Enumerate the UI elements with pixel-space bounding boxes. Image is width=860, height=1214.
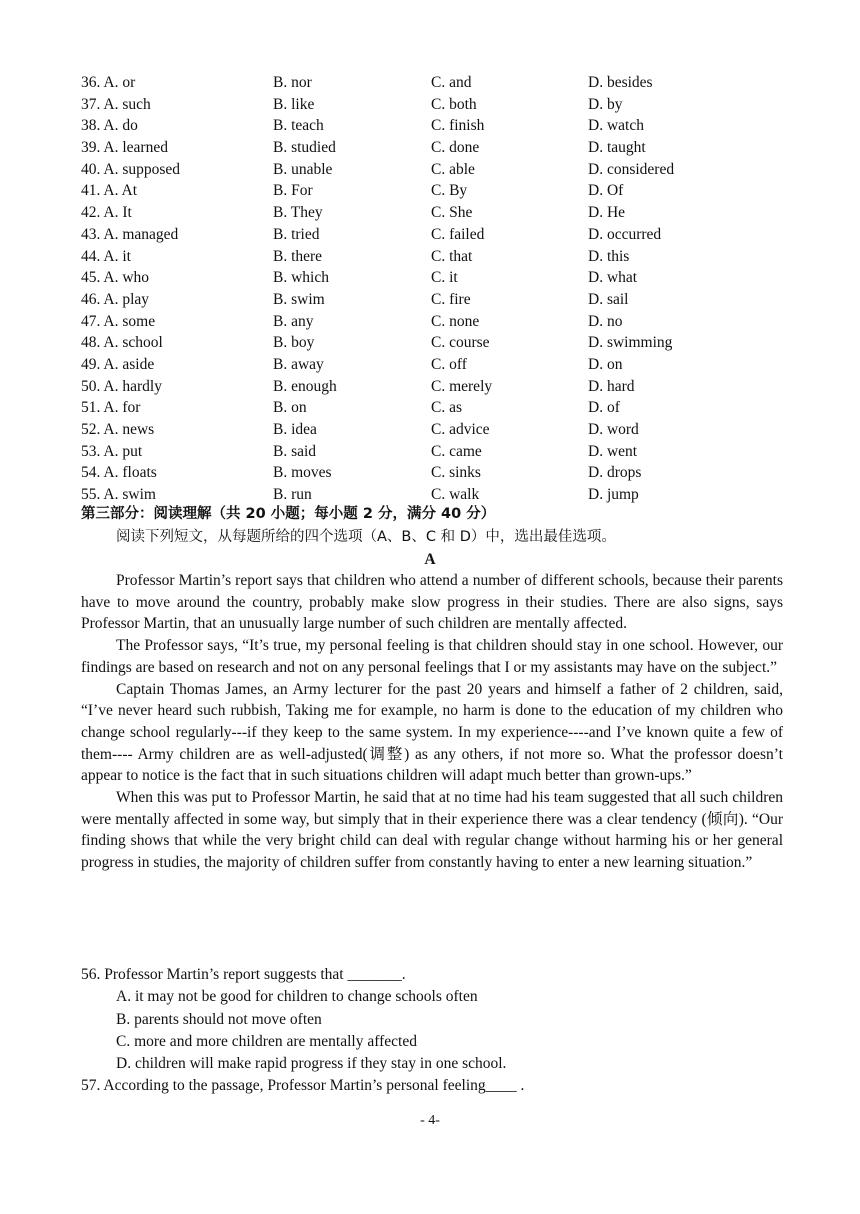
option-d: D. on — [588, 355, 623, 373]
option-b: B. They — [273, 204, 323, 222]
option-d: D. occurred — [588, 225, 662, 243]
option-d: D. what — [588, 269, 638, 287]
option-a — [81, 72, 135, 94]
option-text: A. It — [103, 204, 132, 222]
option-b: B. idea — [273, 421, 317, 438]
option-a — [81, 484, 156, 506]
question-number: 41. — [81, 182, 101, 200]
option-text: A. hardly — [103, 377, 162, 395]
option-d: D. of — [588, 399, 620, 417]
option-c: C. that — [431, 247, 473, 265]
option-c: C. came — [431, 442, 482, 460]
option-row — [81, 441, 781, 463]
option-c: C. none — [431, 312, 480, 330]
option-text: A. managed — [103, 225, 179, 243]
option-b: B. which — [273, 269, 329, 287]
option-row — [81, 376, 781, 398]
option-d: D. went — [588, 442, 638, 460]
option-a — [81, 462, 157, 484]
option-text: A. floats — [103, 464, 157, 482]
option-row — [81, 246, 781, 268]
option-a — [81, 311, 155, 333]
option-a — [81, 376, 162, 398]
option-text: A. At — [103, 182, 137, 200]
option-d: D. taught — [588, 139, 646, 157]
option-a — [81, 354, 154, 376]
question-number: 46. — [81, 290, 101, 308]
question-choice: D. children will make rapid progress if they stay in one school. — [116, 1055, 507, 1073]
option-row — [81, 332, 781, 354]
option-row — [81, 137, 781, 159]
option-a — [81, 224, 178, 246]
question-number: 38. — [81, 117, 101, 135]
option-row — [81, 202, 781, 224]
option-c: C. as — [431, 399, 462, 417]
page-number: - 4- — [420, 1113, 440, 1128]
option-row — [81, 484, 781, 506]
option-b: B. there — [273, 247, 323, 265]
option-c: C. failed — [431, 225, 485, 243]
passage-label: A — [424, 551, 436, 568]
option-b: B. For — [273, 182, 313, 200]
option-d: D. watch — [588, 117, 644, 135]
option-b: B. tried — [273, 225, 320, 243]
option-text: A. school — [103, 334, 163, 352]
option-d: D. jump — [588, 486, 639, 504]
option-a — [81, 159, 180, 181]
question-57 — [81, 1075, 783, 1097]
passage-paragraph: Professor Martin’s report says that children who attend a number of different schools, because their parents have to move around the country, probably make slow progress in their studies. There are also signs, says Professor Martin, that an unusually large number of such children are mentally affected. — [81, 572, 783, 633]
option-c: C. it — [431, 269, 458, 287]
option-b: B. studied — [273, 139, 336, 157]
option-row — [81, 289, 781, 311]
option-c: C. advice — [431, 421, 490, 438]
option-text: A. for — [103, 399, 141, 417]
passage-paragraph: When this was put to Professor Martin, he said that at no time had his team suggested that all such children were mentally affected in some way, but simply that in their experience there was a clear tendency (倾向). “Our finding shows that while the very bright child can deal with regular change without harming his or her general progress in studies, the majority of children suffer from constantly having to enter a new learning situation.” — [81, 789, 783, 872]
option-row — [81, 72, 781, 94]
question-number: 54. — [81, 464, 101, 482]
option-c: C. fire — [431, 290, 471, 308]
cloze-options — [81, 72, 781, 506]
option-a — [81, 246, 131, 268]
question-number: 47. — [81, 312, 101, 330]
option-d: D. hard — [588, 377, 635, 395]
question-number: 40. — [81, 160, 101, 178]
option-c: C. both — [431, 95, 477, 113]
passage-paragraph: Captain Thomas James, an Army lecturer for the past 20 years and himself a father of 2 children, said, “I’ve never heard such rubbish, Taking me for example, no harm is done to the education of my children who change school regularly---if they keep to the same system. In my experience----and I’ve known quite a few of them---- Army children are as well-adjusted(调整) as any others, if not more so. What the professor doesn’t appear to notice is the fact that in such situations children will adapt much better than grown-ups.” — [81, 680, 783, 785]
option-d: D. sail — [588, 290, 629, 308]
question-number: 55. — [81, 486, 101, 504]
option-b: B. away — [273, 355, 324, 373]
question-stem: 56. Professor Martin’s report suggests that _______. — [81, 966, 406, 983]
option-a — [81, 115, 138, 137]
question-number: 36. — [81, 74, 101, 91]
option-row — [81, 311, 781, 333]
question-number: 39. — [81, 139, 101, 157]
option-text: A. learned — [103, 139, 168, 157]
option-d: D. besides — [588, 74, 653, 91]
option-d: D. He — [588, 204, 626, 222]
option-b: B. any — [273, 312, 314, 330]
option-a — [81, 289, 149, 311]
option-row — [81, 224, 781, 246]
option-a — [81, 397, 140, 419]
option-text: A. play — [103, 290, 150, 308]
option-c: C. She — [431, 204, 473, 222]
option-d: D. considered — [588, 160, 675, 178]
question-number: 37. — [81, 95, 101, 113]
option-c: C. off — [431, 355, 467, 373]
option-row — [81, 397, 781, 419]
question-number: 42. — [81, 204, 101, 222]
option-d: D. swimming — [588, 334, 673, 352]
question-number: 45. — [81, 269, 101, 287]
option-c: C. done — [431, 139, 480, 157]
option-text: A. supposed — [103, 160, 181, 178]
option-b: B. run — [273, 486, 312, 504]
option-d: D. drops — [588, 464, 642, 482]
option-d: D. by — [588, 95, 623, 113]
passage-paragraph: The Professor says, “It’s true, my personal feeling is that children should stay in one school. However, our findings are based on research and not on any personal feelings that I or my assistants may have on the subject.” — [81, 637, 783, 676]
option-b: B. teach — [273, 117, 324, 135]
option-text: A. such — [103, 95, 151, 113]
option-a — [81, 332, 163, 354]
option-row — [81, 115, 781, 137]
option-c: C. sinks — [431, 464, 481, 482]
option-text: A. or — [103, 74, 136, 91]
option-a — [81, 441, 142, 463]
question-56 — [81, 964, 783, 1075]
option-text: A. some — [103, 312, 156, 330]
option-b: B. like — [273, 95, 315, 113]
question-stem: 57. According to the passage, Professor Martin’s personal feeling____ . — [81, 1077, 525, 1094]
option-text: A. news — [103, 421, 155, 438]
option-a — [81, 180, 137, 202]
option-text: A. put — [103, 442, 143, 460]
question-choice: B. parents should not move often — [116, 1010, 322, 1028]
option-a — [81, 94, 151, 116]
option-a — [81, 137, 168, 159]
option-b: B. boy — [273, 334, 315, 352]
option-text: A. swim — [103, 486, 156, 504]
option-b: B. enough — [273, 377, 337, 395]
option-d: D. word — [588, 421, 639, 438]
option-text: A. do — [103, 117, 138, 135]
question-number: 49. — [81, 355, 101, 373]
question-number: 50. — [81, 377, 101, 395]
question-number: 52. — [81, 421, 101, 438]
section-title: 第三部分：阅读理解（共 20 小题；每小题 2 分，满分 40 分） — [81, 506, 496, 522]
option-d: D. this — [588, 247, 630, 265]
option-row — [81, 94, 781, 116]
option-d: D. Of — [588, 182, 624, 200]
passage-body — [81, 570, 783, 874]
option-text: A. it — [103, 247, 131, 265]
option-a — [81, 267, 149, 289]
option-c: C. course — [431, 334, 490, 352]
option-b: B. said — [273, 442, 317, 460]
option-b: B. swim — [273, 290, 325, 308]
option-a — [81, 202, 132, 224]
option-b: B. on — [273, 399, 307, 417]
question-number: 53. — [81, 442, 101, 460]
question-number: 48. — [81, 334, 101, 352]
option-row — [81, 180, 781, 202]
option-row — [81, 354, 781, 376]
option-c: C. able — [431, 160, 475, 178]
question-number: 44. — [81, 247, 101, 265]
question-choice: C. more and more children are mentally affected — [116, 1032, 417, 1050]
section-instruction: 阅读下列短文，从每题所给的四个选项（A、B、C 和 D）中，选出最佳选项。 — [116, 529, 616, 545]
option-d: D. no — [588, 312, 623, 330]
option-row — [81, 462, 781, 484]
question-number: 43. — [81, 225, 101, 243]
option-row — [81, 419, 781, 441]
option-row — [81, 267, 781, 289]
question-number: 51. — [81, 399, 101, 417]
option-b: B. unable — [273, 160, 333, 178]
option-c: C. and — [431, 74, 472, 91]
question-choice: A. it may not be good for children to change schools often — [116, 988, 478, 1006]
option-row — [81, 159, 781, 181]
option-c: C. merely — [431, 377, 493, 395]
option-text: A. who — [103, 269, 150, 287]
option-b: B. moves — [273, 464, 332, 482]
option-b: B. nor — [273, 74, 312, 91]
option-text: A. aside — [103, 355, 155, 373]
option-c: C. walk — [431, 486, 480, 504]
option-c: C. By — [431, 182, 468, 200]
option-c: C. finish — [431, 117, 485, 135]
option-a — [81, 419, 154, 441]
